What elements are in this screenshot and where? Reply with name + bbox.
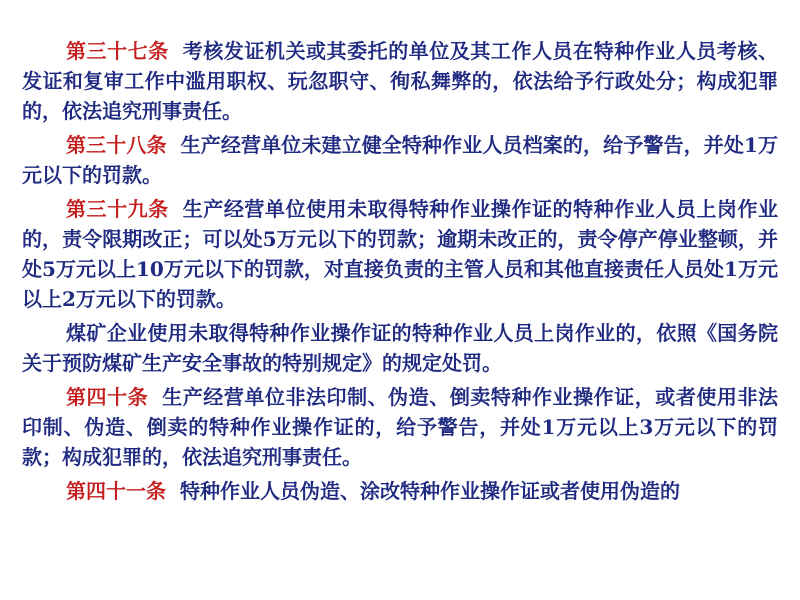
document-page (22, 36, 778, 510)
paragraph-article-38 (22, 130, 778, 190)
article-text: 生产经营单位使用未取得特种作业操作证的特种作业人员上岗作业的，责令限期改正；可以处5万元以下的罚款；逾期未改正的，责令停产停业整顿，并处5万元以上10万元以下的罚款，对直接负责的主管人员和其他直接责任人员处1万元以上2万元以下的罚款。 (22, 197, 779, 311)
article-number: 第四十一条 (66, 479, 166, 503)
article-number: 第三十八条 (66, 133, 167, 157)
article-text: 生产经营单位未建立健全特种作业人员档案的，给予警告，并处1万元以下的罚款。 (22, 133, 779, 187)
paragraph-article-37 (22, 36, 778, 126)
article-number: 第四十条 (66, 385, 149, 409)
article-number: 第三十九条 (66, 197, 169, 221)
paragraph-article-41 (22, 476, 778, 506)
article-text: 特种作业人员伪造、涂改特种作业操作证或者使用伪造的 (180, 479, 680, 503)
article-text: 考核发证机关或其委托的单位及其工作人员在特种作业人员考核、发证和复审工作中滥用职权、玩忽职守、徇私舞弊的，依法给予行政处分；构成犯罪的，依法追究刑事责任。 (22, 39, 779, 123)
article-text: 煤矿企业使用未取得特种作业操作证的特种作业人员上岗作业的，依照《国务院关于预防煤矿生产安全事故的特别规定》的规定处罚。 (22, 321, 778, 375)
article-number: 第三十七条 (66, 39, 169, 63)
article-text: 生产经营单位非法印制、伪造、倒卖特种作业操作证，或者使用非法印制、伪造、倒卖的特种作业操作证的，给予警告，并处1万元以上3万元以下的罚款；构成犯罪的，依法追究刑事责任。 (22, 385, 779, 469)
paragraph-article-40 (22, 382, 778, 472)
paragraph-article-39 (22, 194, 778, 314)
paragraph-coal-mine (22, 318, 778, 378)
